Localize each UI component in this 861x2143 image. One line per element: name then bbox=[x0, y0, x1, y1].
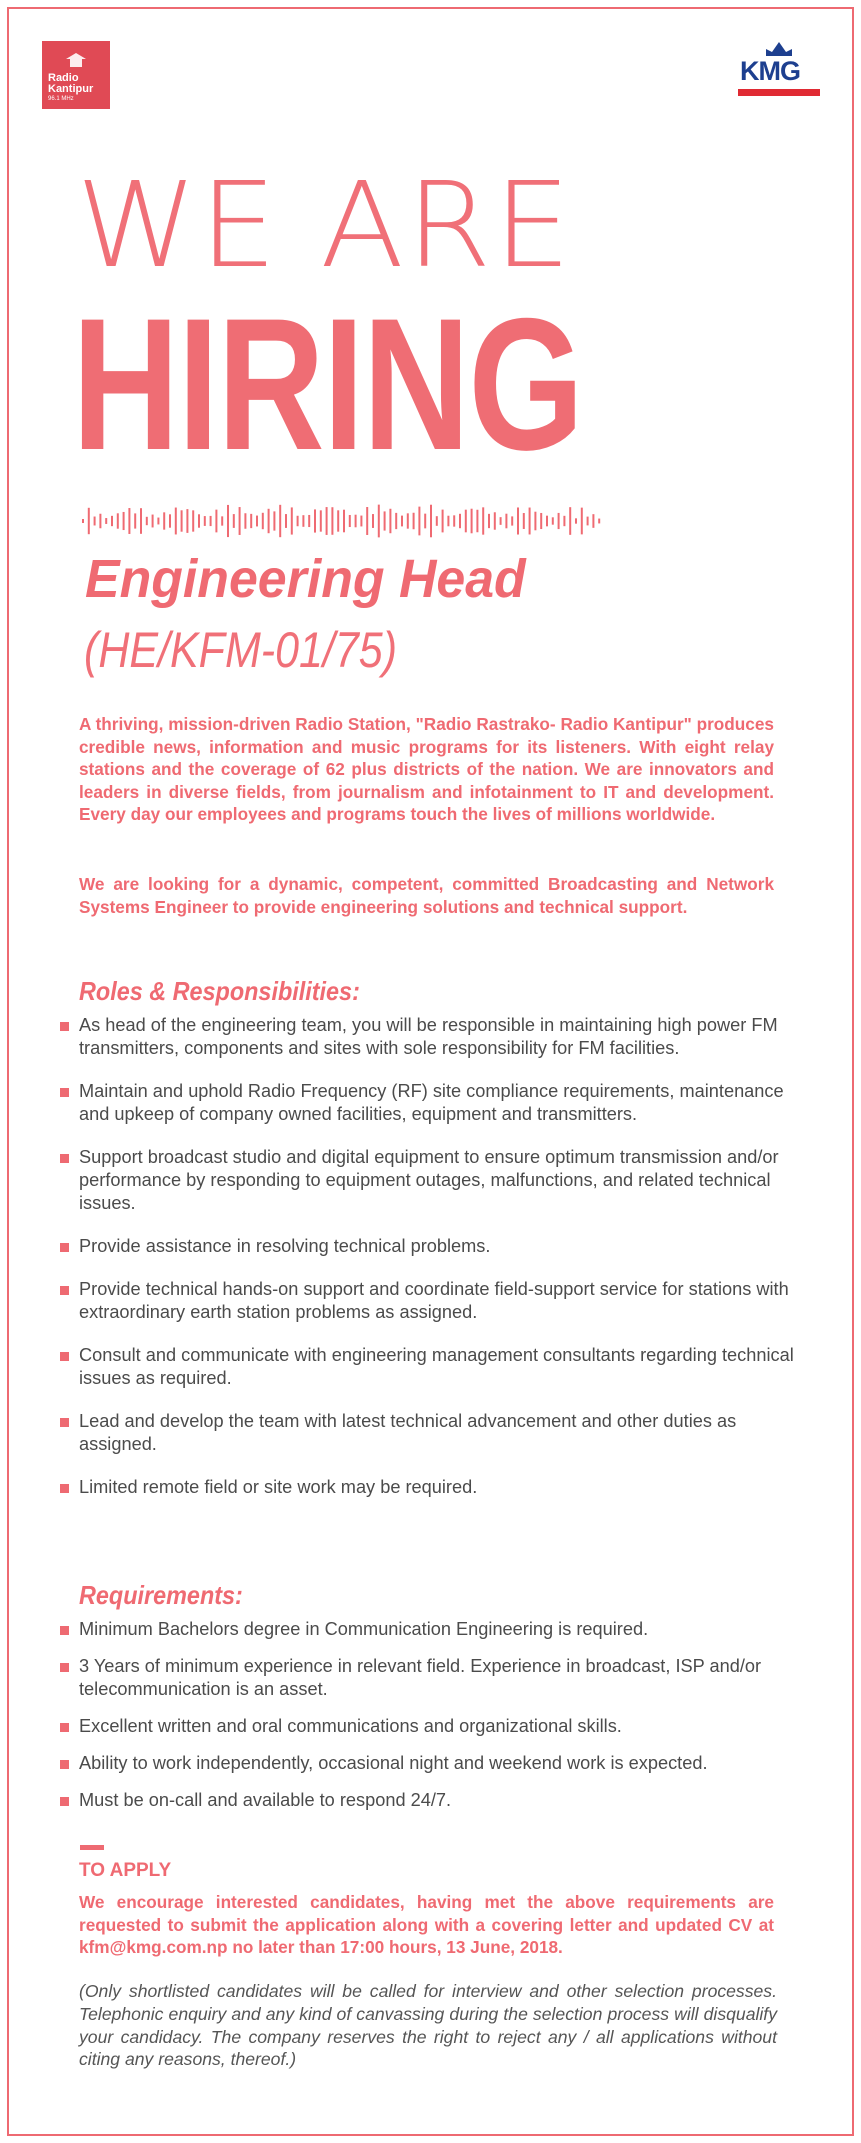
logo-line-2: Kantipur bbox=[48, 83, 94, 95]
wave-bar bbox=[384, 511, 386, 530]
bullet-icon bbox=[60, 1243, 69, 1252]
bullet-icon bbox=[60, 1022, 69, 1031]
wave-bar bbox=[152, 515, 154, 528]
wave-bar bbox=[262, 513, 264, 529]
roles-list bbox=[59, 1014, 799, 1499]
wave-bar bbox=[453, 515, 455, 526]
wave-bar bbox=[308, 515, 310, 527]
wave-bar bbox=[494, 512, 496, 529]
wave-bar bbox=[395, 513, 397, 529]
wave-bar bbox=[552, 517, 554, 524]
wave-bar bbox=[105, 518, 107, 524]
wave-bar bbox=[268, 509, 270, 533]
job-code: (HE/KFM-01/75) bbox=[84, 622, 398, 678]
wave-bar bbox=[459, 514, 461, 528]
wave-bar bbox=[128, 508, 130, 534]
wave-bar bbox=[314, 509, 316, 532]
wave-bar bbox=[413, 513, 415, 529]
wave-bar bbox=[302, 515, 304, 527]
bullet-icon bbox=[60, 1418, 69, 1427]
wave-bar bbox=[157, 518, 159, 525]
wave-bar bbox=[204, 516, 206, 526]
kmg-logo-text: KMG bbox=[740, 56, 800, 86]
wave-bar bbox=[186, 509, 188, 533]
list-item: Provide technical hands-on support and coordinate field-support service for stations with extraordinary earth station problems as assigned. bbox=[59, 1278, 799, 1324]
wave-bar bbox=[111, 516, 113, 526]
wave-bar bbox=[471, 509, 473, 534]
wave-bar bbox=[349, 515, 351, 527]
wave-bar bbox=[163, 512, 165, 529]
wave-bar bbox=[250, 514, 252, 528]
wave-bar bbox=[123, 512, 125, 530]
wave-bar bbox=[558, 513, 560, 529]
bullet-icon bbox=[60, 1663, 69, 1672]
wave-bar bbox=[430, 505, 432, 538]
wave-bar bbox=[331, 507, 333, 535]
wave-bar bbox=[169, 514, 171, 527]
sound-wave-graphic bbox=[80, 502, 602, 540]
wave-bar bbox=[192, 510, 194, 531]
list-item: Support broadcast studio and digital equipment to ensure optimum transmission and/or performance by responding to equipment outages, malfunctions, and related technical issues. bbox=[59, 1146, 799, 1215]
kmg-logo bbox=[736, 38, 822, 100]
bullet-icon bbox=[60, 1797, 69, 1806]
headline-hiring: HIRING bbox=[72, 279, 583, 489]
wave-bar bbox=[389, 509, 391, 533]
list-item: Provide assistance in resolving technical problems. bbox=[59, 1235, 799, 1258]
wave-bar bbox=[94, 517, 96, 526]
wave-bar bbox=[134, 513, 136, 528]
bullet-icon bbox=[60, 1484, 69, 1493]
wave-bar bbox=[355, 515, 357, 528]
logo-line-1: Radio bbox=[48, 72, 79, 84]
list-item: Consult and communicate with engineering management consultants regarding technical issues as required. bbox=[59, 1344, 799, 1390]
wave-bar bbox=[563, 516, 565, 526]
wave-bar bbox=[244, 513, 246, 529]
wave-bar bbox=[175, 508, 177, 535]
wave-bar bbox=[500, 517, 502, 525]
pagoda-icon bbox=[66, 53, 86, 67]
wave-bar bbox=[210, 516, 212, 526]
wave-bar bbox=[88, 508, 90, 534]
wave-bar bbox=[181, 510, 183, 531]
wave-bar bbox=[326, 507, 328, 535]
wave-bar bbox=[198, 514, 200, 527]
headline-we-are: WE ARE bbox=[76, 156, 574, 294]
intro-paragraph-2: We are looking for a dynamic, competent, committed Broadcasting and Network Systems Engineer to provide engineering solutions and technical support. bbox=[79, 874, 774, 917]
wave-bar bbox=[215, 510, 217, 533]
bullet-icon bbox=[60, 1352, 69, 1361]
wave-bar bbox=[587, 517, 589, 526]
wave-bar bbox=[82, 519, 84, 523]
wave-bar bbox=[523, 513, 525, 529]
wave-bar bbox=[581, 508, 583, 535]
wave-bar bbox=[407, 513, 409, 528]
wave-bar bbox=[297, 516, 299, 526]
wave-bar bbox=[285, 514, 287, 528]
list-item: Excellent written and oral communications and organizational skills. bbox=[59, 1715, 799, 1738]
wave-bar bbox=[99, 514, 101, 529]
apply-accent-bar bbox=[80, 1845, 104, 1850]
kmg-logo-bar bbox=[738, 89, 820, 96]
bullet-icon bbox=[60, 1088, 69, 1097]
wave-bar bbox=[140, 508, 142, 534]
wave-bar bbox=[575, 518, 577, 523]
wave-bar bbox=[546, 516, 548, 527]
wave-bar bbox=[337, 510, 339, 531]
wave-bar bbox=[436, 516, 438, 526]
list-item: Must be on-call and available to respond 24/7. bbox=[59, 1789, 799, 1812]
bullet-icon bbox=[60, 1626, 69, 1635]
wave-bar bbox=[592, 514, 594, 528]
list-item: As head of the engineering team, you will be responsible in maintaining high power FM transmitters, components and sites with sole responsibility for FM facilities. bbox=[59, 1014, 799, 1060]
wave-bar bbox=[401, 516, 403, 527]
wave-bar bbox=[360, 516, 362, 527]
wave-bar bbox=[239, 507, 241, 535]
wave-bar bbox=[146, 517, 148, 525]
wave-bar bbox=[529, 508, 531, 535]
wave-bar bbox=[227, 505, 229, 537]
wave-bar bbox=[540, 513, 542, 529]
radio-kantipur-logo bbox=[42, 41, 110, 109]
wave-bar bbox=[221, 516, 223, 525]
list-item: Maintain and uphold Radio Frequency (RF) site compliance requirements, maintenance and upkeep of company owned facilities, equipment and transmitters. bbox=[59, 1080, 799, 1126]
wave-bar bbox=[256, 516, 258, 527]
wave-bar bbox=[366, 507, 368, 535]
wave-bar bbox=[442, 510, 444, 533]
roles-heading: Roles & Responsibilities: bbox=[79, 976, 360, 1006]
wave-bar bbox=[517, 507, 519, 534]
wave-bar bbox=[598, 519, 600, 524]
wave-bar bbox=[273, 511, 275, 530]
wave-bar bbox=[476, 510, 478, 532]
wave-bar bbox=[291, 507, 293, 534]
list-item: Minimum Bachelors degree in Communication Engineering is required. bbox=[59, 1618, 799, 1641]
bullet-icon bbox=[60, 1154, 69, 1163]
wave-bar bbox=[424, 514, 426, 529]
logo-line-3: 96.1 MHz bbox=[48, 96, 74, 102]
job-title: Engineering Head bbox=[85, 549, 526, 609]
wave-bar bbox=[418, 507, 420, 536]
bullet-icon bbox=[60, 1760, 69, 1769]
crown-icon bbox=[764, 40, 794, 56]
bullet-icon bbox=[60, 1286, 69, 1295]
apply-note: (Only shortlisted candidates will be called for interview and other selection processes. Telephonic enquiry and any kind of canvassing during the selection process will disqualify your candidacy. The company reserves the right to reject any / all applications without citing any reasons, thereof.) bbox=[79, 1981, 777, 2070]
wave-bar bbox=[482, 507, 484, 534]
wave-bar bbox=[372, 514, 374, 528]
wave-bar bbox=[569, 507, 571, 535]
wave-bar bbox=[343, 510, 345, 533]
list-item: Ability to work independently, occasional night and weekend work is expected. bbox=[59, 1752, 799, 1775]
wave-bar bbox=[534, 512, 536, 531]
list-item: 3 Years of minimum experience in relevant field. Experience in broadcast, ISP and/or telecommunication is an asset. bbox=[59, 1655, 799, 1701]
requirements-list bbox=[59, 1618, 799, 1812]
wave-bar bbox=[378, 505, 380, 538]
wave-bar bbox=[233, 514, 235, 528]
wave-bar bbox=[279, 505, 281, 537]
list-item: Lead and develop the team with latest technical advancement and other duties as assigned. bbox=[59, 1410, 799, 1456]
wave-bar bbox=[465, 510, 467, 533]
wave-bar bbox=[505, 514, 507, 529]
wave-bar bbox=[488, 514, 490, 528]
apply-text: We encourage interested candidates, having met the above requirements are requested to submit the application along with a covering letter and updated CV at kfm@kmg.com.np no later than 17:00 hours, 13 June, 2018. bbox=[79, 1892, 774, 1957]
wave-bar bbox=[447, 516, 449, 527]
wave-bar bbox=[117, 513, 119, 528]
apply-heading: TO APPLY bbox=[79, 1860, 172, 1881]
bullet-icon bbox=[60, 1723, 69, 1732]
wave-bar bbox=[320, 510, 322, 531]
list-item: Limited remote field or site work may be required. bbox=[59, 1476, 799, 1499]
intro-paragraph-1: A thriving, mission-driven Radio Station, "Radio Rastrako- Radio Kantipur" produces credible news, information and music programs for its listeners. With eight relay stations and the coverage of 62 plus districts of the nation. We are innovators and leaders in diverse fields, from journalism and infotainment to IT and development. Every day our employees and programs touch the lives of millions worldwide. bbox=[79, 714, 774, 824]
requirements-heading: Requirements: bbox=[79, 1580, 243, 1610]
wave-bar bbox=[511, 516, 513, 525]
